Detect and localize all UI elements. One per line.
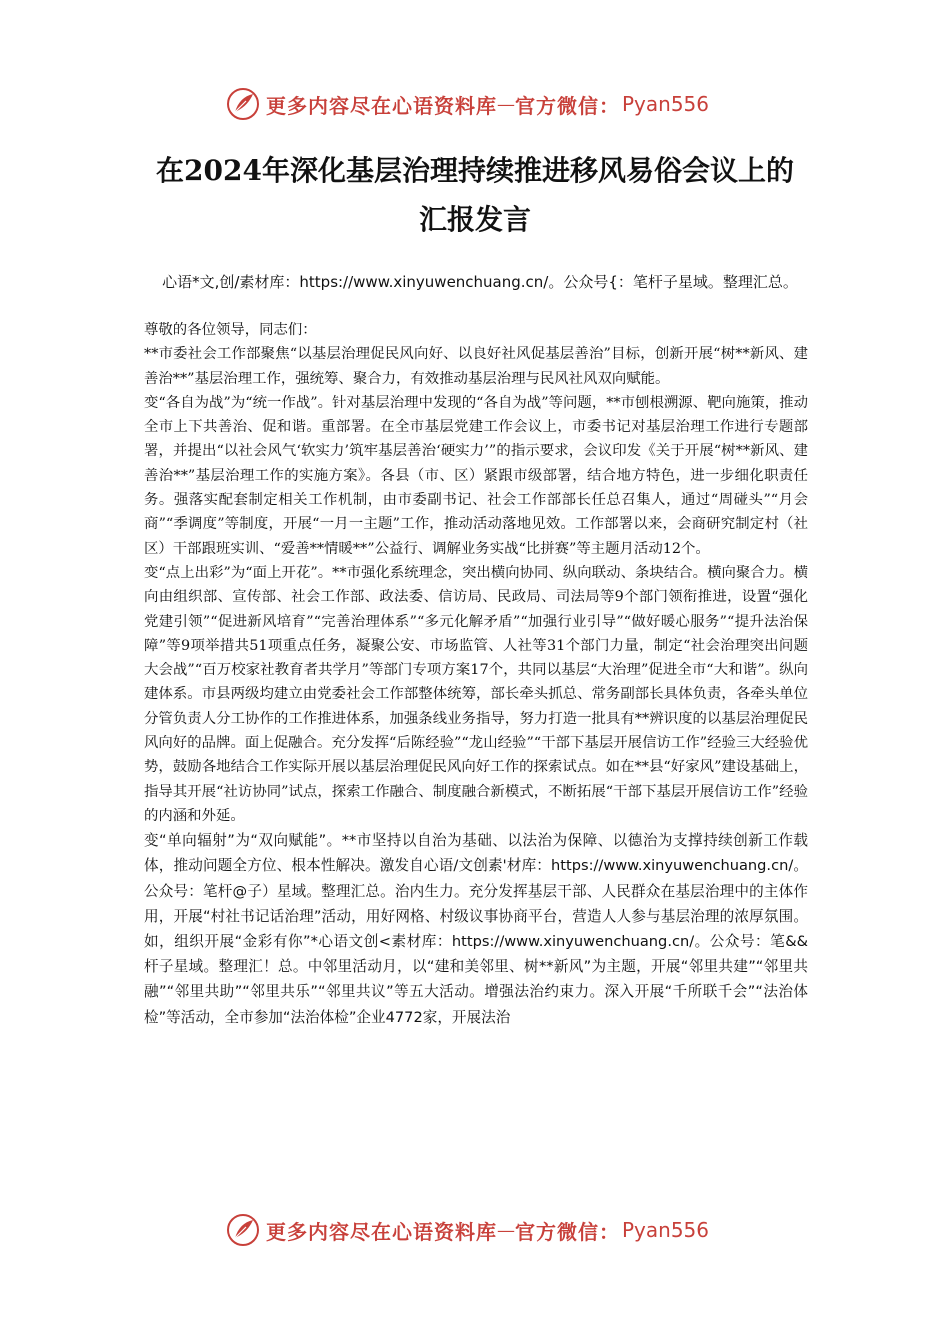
banner-separator: —: [497, 1219, 515, 1241]
intro-paragraph: **市委社会工作部聚焦“以基层治理促民风向好、以良好社风促基层善治”目标，创新开展“树**新风、建善治**”基层治理工作，强统筹、聚合力，有效推动基层治理与民风社风双向赋能。: [144, 346, 808, 387]
paragraph-coordination: 变“点上出彩”为“面上开花”。**市强化系统理念，突出横向协同、纵向联动、条块结合。横向聚合力。横向由组织部、宣传部、社会工作部、政法委、信访局、民政局、司法局等9个部门领衔推进，设置“强化党建引领”“促进新风培育”“完善治理体系”“多元化解矛盾”“加强行业引导”“做好暖心服务”“提升法治保障”等9项举措共51项重点任务，凝聚公安、市场监管、人社等31个部门力量，制定“社会治理突出问题大会战”“百万校家社教育者共学月”等部门专项方案17个，共同以基层“大治理”促进全市“大和谐”。纵向建体系。市县两级均建立由党委社会工作部整体统筹，部长牵头抓总、常务副部长具体负责，各牵头单位分管负责人分工协作的工作推进体系，加强条线业务指导，努力打造一批具有**辨识度的以基层治理促民风向好的品牌。面上促融合。充分发挥“后陈经验”“龙山经验”“干部下基层开展信访工作”经验三大经验优势，鼓励各地结合工作实际开展以基层治理促民风向好工作的探索试点。如在**县“好家风”建设基础上，指导其开展“社访协同”试点，探索工作融合、制度融合新模式，不断拓展“干部下基层开展信访工作”经验的内涵和外延。: [144, 564, 808, 824]
feather-pen-logo-icon: [226, 1213, 260, 1247]
banner-text: 更多内容尽在心语资料库: [266, 93, 497, 118]
banner-text: 更多内容尽在心语资料库: [266, 1219, 497, 1244]
banner-separator: —: [497, 93, 515, 115]
feather-pen-logo-icon: [226, 87, 260, 121]
source-note: 心语*文,创/素材库：https://www.xinyuwenchuang.cn/。公众号{：笔杆子星域。整理汇总。: [162, 273, 798, 291]
banner-label: 官方微信：: [515, 1219, 620, 1244]
footer-banner: [226, 1210, 709, 1250]
header-banner: [226, 84, 709, 124]
banner-label: 官方微信：: [515, 93, 620, 118]
salutation: 尊敬的各位领导，同志们：: [144, 322, 317, 338]
banner-wechat-id: Pyan556: [622, 1218, 710, 1242]
document-title-line-2: 汇报发言: [418, 203, 531, 236]
document-title-line-1: 在2024年深化基层治理持续推进移风易俗会议上的: [156, 154, 794, 187]
paragraph-two-way-empowerment: 变“单向辐射”为“双向赋能”。**市坚持以自治为基础、以法治为保障、以德治为支撑持续创新工作载体，推动问题全方位、根本性解决。激发自心语/文创素'材库：https://www.xinyuwenchuang.cn/。公众号：笔杆@子）星域。整理汇总。治内生力。充分发挥基层干部、人民群众在基层治理中的主体作用，开展“村社书记话治理”活动，用好网格、村级议事协商平台，营造人人参与基层治理的浓厚氛围。如，组织开展“金彩有你”*心语文创<素材库：https://www.xinyuwenchuang.cn/。公众号：笔&&杆子星域。整理汇！总。中邻里活动月，以“建和美邻里、树**新风”为主题，开展“邻里共建”“邻里共融”“邻里共助”“邻里共乐”“邻里共议”等五大活动。增强法治约束力。深入开展“千所联千会”“法治体检”等活动，全市参加“法治体检”企业4772家，开展法治: [144, 832, 808, 1026]
document-body: [144, 318, 808, 1030]
paragraph-unified-action: 变“各自为战”为“统一作战”。针对基层治理中发现的“各自为战”等问题，**市刨根溯源、靶向施策，推动全市上下共善治、促和谐。重部署。在全市基层党建工作会议上，市委书记对基层治理工作进行专题部署，并提出“以社会风气‘软实力’筑牢基层善治‘硬实力’”的指示要求，会议印发《关于开展“树**新风、建善治**”基层治理工作的实施方案》。各县（市、区）紧跟市级部署，结合地方特色，进一步细化职责任务。强落实配套制定相关工作机制，由市委副书记、社会工作部部长任总召集人，通过“周碰头”“月会商”“季调度”等制度，开展“一月一主题”工作，推动活动落地见效。工作部署以来，会商研究制定村（社区）干部跟班实训、“爱善**情暖**”公益行、调解业务实战“比拼赛”等主题月活动12个。: [144, 394, 808, 557]
banner-wechat-id: Pyan556: [622, 92, 710, 116]
